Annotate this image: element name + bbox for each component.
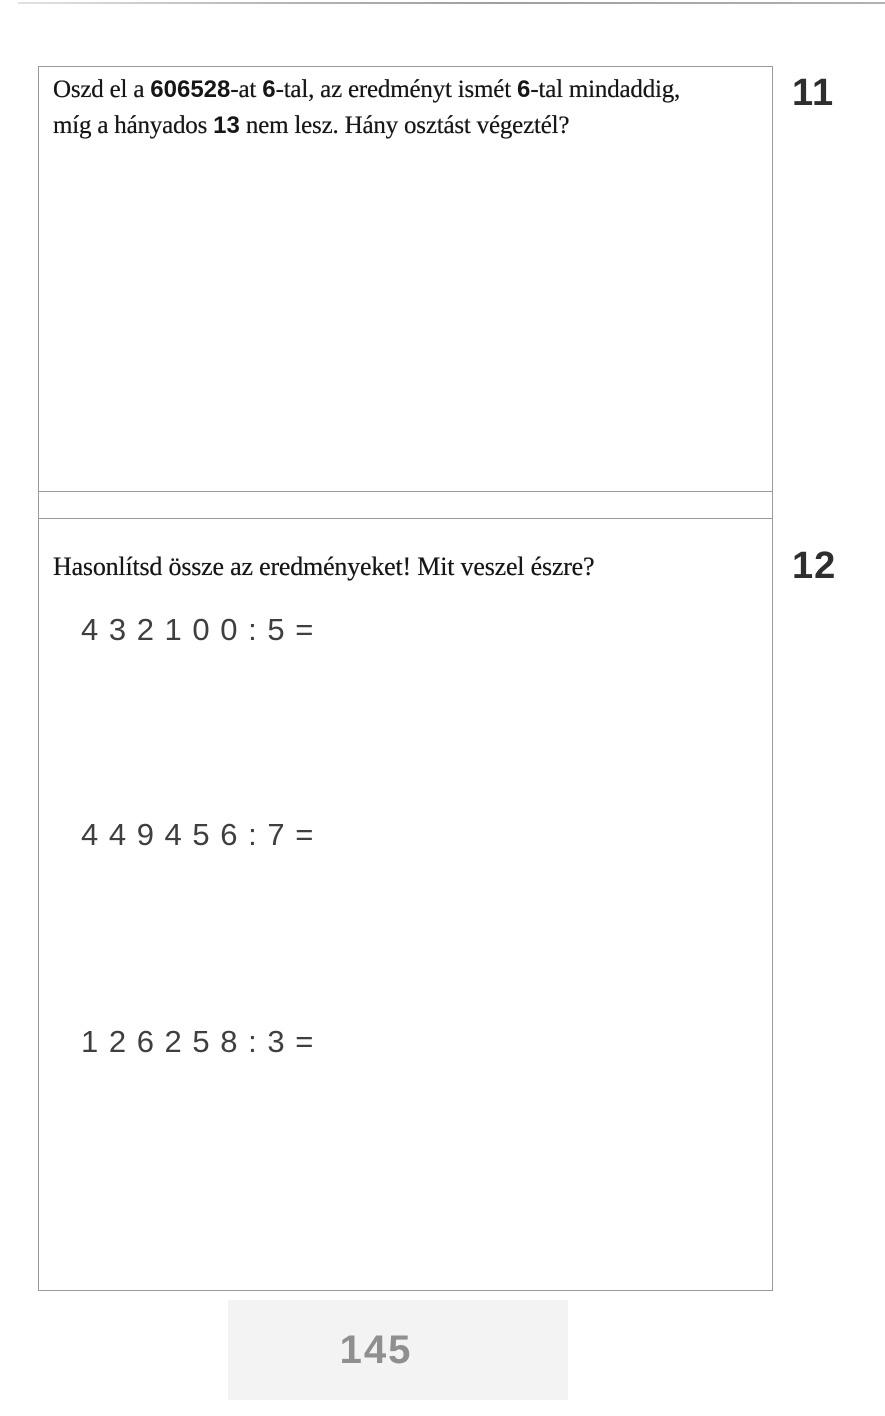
question-segment: -tal, az eredményt ismét [275,76,517,103]
division-problem: 1 2 6 2 5 8 : 3 = [81,1024,315,1059]
question-segment: míg a hányados [53,112,214,139]
question-segment-bold: 13 [213,112,240,139]
question-segment: -tal mindaddig, [530,76,681,103]
division-problem: 4 4 9 4 5 6 : 7 = [81,817,315,852]
division-problem: 4 3 2 1 0 0 : 5 = [81,612,315,647]
page-number: 145 [339,1327,413,1372]
exercise-11-number: 11 [792,72,835,114]
exercise-12-number: 12 [792,545,837,587]
question-line [53,108,680,144]
question-segment: -at [230,76,263,103]
question-segment-bold: 606528 [150,76,231,103]
question-line [53,72,680,108]
exercise-12-prompt: Hasonlítsd össze az eredményeket! Mit veszel észre? [53,552,595,581]
exercise-11-section [39,67,772,492]
question-segment: nem lesz. Hány osztást végeztél? [239,112,570,139]
page-number-strip [228,1300,568,1400]
question-segment: Oszd el a [53,76,151,103]
question-segment-bold: 6 [262,76,276,103]
question-segment-bold: 6 [517,76,531,103]
exercise-11-question [53,72,680,144]
exercise-12-section [39,519,772,1290]
scan-edge-line [18,2,885,4]
exercise-frame [38,66,773,1291]
divider-strip [39,492,772,519]
